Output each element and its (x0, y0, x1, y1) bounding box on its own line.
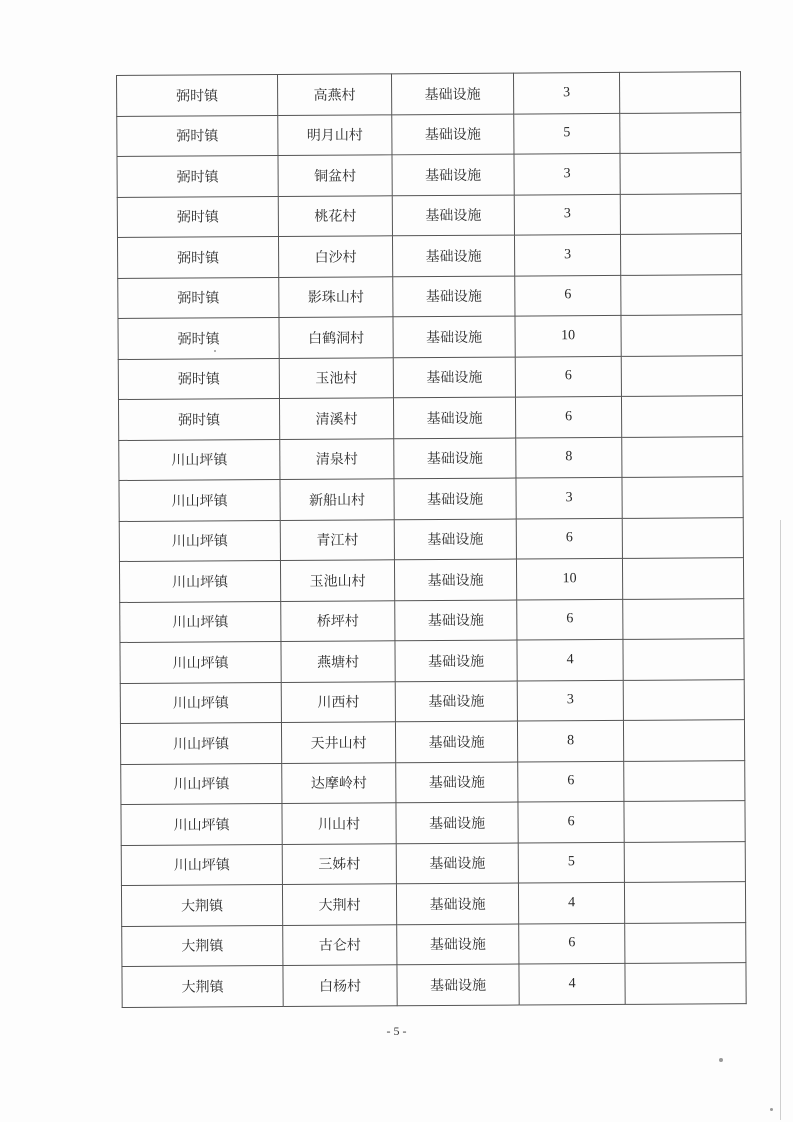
note-cell (619, 72, 740, 113)
town-cell: 弼时镇 (118, 277, 279, 318)
note-cell (621, 396, 742, 437)
table-row (118, 396, 742, 440)
category-cell: 基础设施 (394, 478, 516, 519)
town-cell: 川山坪镇 (121, 763, 282, 804)
note-cell (624, 882, 745, 923)
town-cell: 川山坪镇 (121, 844, 282, 885)
town-cell: 川山坪镇 (119, 480, 280, 521)
village-cell: 桥坪村 (281, 600, 395, 641)
count-cell: 6 (519, 923, 625, 964)
count-cell: 3 (514, 194, 620, 235)
category-cell: 基础设施 (396, 802, 518, 843)
table-row (121, 882, 745, 926)
count-cell: 5 (518, 842, 624, 883)
town-cell: 弼时镇 (117, 75, 278, 116)
table-row (122, 922, 746, 966)
count-cell: 10 (515, 315, 621, 356)
village-cell: 三姊村 (282, 843, 396, 884)
count-cell: 6 (515, 356, 621, 397)
count-cell: 5 (514, 113, 620, 154)
table-row (118, 315, 742, 359)
category-cell: 基础设施 (393, 316, 515, 357)
count-cell: 3 (517, 680, 623, 721)
table-row (120, 639, 744, 683)
note-cell (623, 639, 744, 680)
village-cell: 青江村 (280, 519, 394, 560)
table-row (120, 720, 744, 764)
table-row (119, 517, 743, 561)
category-cell: 基础设施 (392, 114, 514, 155)
category-cell: 基础设施 (396, 843, 518, 884)
note-cell (622, 477, 743, 518)
table-row (117, 112, 741, 156)
village-cell: 达摩岭村 (282, 762, 396, 803)
count-cell: 6 (515, 275, 621, 316)
table-row (119, 436, 743, 480)
count-cell: 3 (513, 72, 619, 113)
village-cell: 白鹤洞村 (279, 317, 393, 358)
town-cell: 川山坪镇 (121, 803, 282, 844)
table-row (117, 72, 741, 116)
count-cell: 10 (516, 558, 622, 599)
village-cell: 天井山村 (281, 722, 395, 763)
town-cell: 川山坪镇 (120, 601, 281, 642)
table-row (117, 153, 741, 197)
village-cell: 清溪村 (279, 398, 393, 439)
town-cell: 川山坪镇 (120, 682, 281, 723)
category-cell: 基础设施 (395, 640, 517, 681)
category-cell: 基础设施 (393, 276, 515, 317)
village-cell: 玉池山村 (280, 560, 394, 601)
table-row (117, 234, 741, 278)
table-row (118, 274, 742, 318)
note-cell (623, 679, 744, 720)
scan-speck (719, 1058, 723, 1062)
count-cell: 8 (517, 720, 623, 761)
category-cell: 基础设施 (396, 883, 518, 924)
town-cell: 川山坪镇 (119, 520, 280, 561)
category-cell: 基础设施 (394, 519, 516, 560)
village-cell: 大荆村 (282, 884, 396, 925)
note-cell (622, 558, 743, 599)
town-cell: 大荆镇 (121, 884, 282, 925)
table-body (117, 72, 747, 1007)
village-cell: 高燕村 (278, 74, 392, 115)
count-cell: 6 (516, 518, 622, 559)
village-cell: 清泉村 (280, 438, 394, 479)
category-cell: 基础设施 (395, 600, 517, 641)
allocation-table (116, 71, 747, 1007)
category-cell: 基础设施 (397, 964, 519, 1005)
table-row (122, 963, 746, 1007)
category-cell: 基础设施 (391, 73, 513, 114)
table-row (120, 598, 744, 642)
note-cell (624, 841, 745, 882)
town-cell: 弼时镇 (118, 318, 279, 359)
note-cell (625, 963, 746, 1004)
note-cell (620, 234, 741, 275)
category-cell: 基础设施 (397, 924, 519, 965)
village-cell: 川山村 (282, 803, 396, 844)
town-cell: 大荆镇 (122, 925, 283, 966)
count-cell: 4 (517, 639, 623, 680)
town-cell: 川山坪镇 (120, 642, 281, 683)
village-cell: 燕塘村 (281, 641, 395, 682)
town-cell: 弼时镇 (117, 237, 278, 278)
table-row (119, 477, 743, 521)
town-cell: 弼时镇 (118, 399, 279, 440)
category-cell: 基础设施 (392, 235, 514, 276)
category-cell: 基础设施 (394, 438, 516, 479)
note-cell (623, 720, 744, 761)
table-row (120, 679, 744, 723)
note-cell (622, 517, 743, 558)
town-cell: 川山坪镇 (119, 439, 280, 480)
note-cell (621, 355, 742, 396)
town-cell: 川山坪镇 (119, 561, 280, 602)
category-cell: 基础设施 (396, 762, 518, 803)
village-cell: 明月山村 (278, 114, 392, 155)
count-cell: 3 (514, 234, 620, 275)
note-cell (625, 922, 746, 963)
note-cell (624, 801, 745, 842)
table-row (118, 355, 742, 399)
count-cell: 3 (514, 153, 620, 194)
town-cell: 弼时镇 (117, 156, 278, 197)
table-row (117, 193, 741, 237)
page-number: - 5 - (386, 1024, 407, 1038)
note-cell (621, 315, 742, 356)
village-cell: 影珠山村 (279, 276, 393, 317)
table-row (119, 558, 743, 602)
note-cell (620, 153, 741, 194)
village-cell: 桃花村 (278, 195, 392, 236)
count-cell: 8 (516, 437, 622, 478)
note-cell (623, 598, 744, 639)
table-row (121, 801, 745, 845)
count-cell: 6 (518, 761, 624, 802)
town-cell: 川山坪镇 (120, 723, 281, 764)
category-cell: 基础设施 (395, 681, 517, 722)
village-cell: 白杨村 (283, 965, 397, 1006)
note-cell (621, 274, 742, 315)
table-row (121, 841, 745, 885)
count-cell: 4 (518, 882, 624, 923)
count-cell: 6 (518, 801, 624, 842)
category-cell: 基础设施 (392, 195, 514, 236)
town-cell: 弼时镇 (118, 358, 279, 399)
town-cell: 弼时镇 (117, 115, 278, 156)
scan-speck (770, 1108, 773, 1111)
count-cell: 6 (517, 599, 623, 640)
count-cell: 6 (515, 396, 621, 437)
village-cell: 新船山村 (280, 479, 394, 520)
note-cell (620, 112, 741, 153)
village-cell: 川西村 (281, 681, 395, 722)
note-cell (622, 436, 743, 477)
village-cell: 古仑村 (283, 924, 397, 965)
category-cell: 基础设施 (392, 154, 514, 195)
town-cell: 大荆镇 (122, 965, 283, 1006)
village-cell: 白沙村 (278, 236, 392, 277)
scan-speck (214, 350, 216, 352)
note-cell (620, 193, 741, 234)
table-row (121, 760, 745, 804)
category-cell: 基础设施 (393, 397, 515, 438)
village-cell: 铜盆村 (278, 155, 392, 196)
category-cell: 基础设施 (395, 721, 517, 762)
village-cell: 玉池村 (279, 357, 393, 398)
scan-edge-line (780, 520, 781, 1120)
category-cell: 基础设施 (393, 357, 515, 398)
count-cell: 4 (519, 963, 625, 1004)
count-cell: 3 (516, 477, 622, 518)
category-cell: 基础设施 (394, 559, 516, 600)
town-cell: 弼时镇 (117, 196, 278, 237)
note-cell (624, 760, 745, 801)
